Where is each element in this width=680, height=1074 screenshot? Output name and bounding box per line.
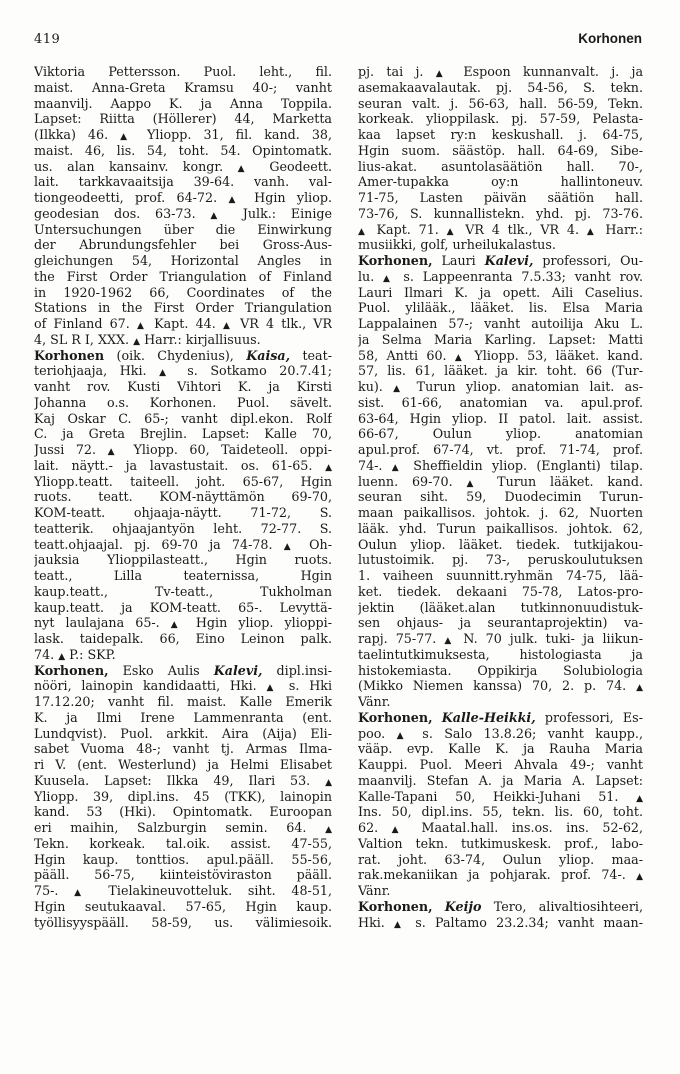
text-line [34,537,332,553]
text-run: 75-. [34,883,75,898]
right-column [358,64,643,930]
text-run: 63-64, Hgin yliop. II patol. lait. assist. [358,410,643,426]
bullet-triangle-icon: ▲ [210,210,229,221]
text-run: Johanna o.s. Korhonen. Puol. sävelt. [34,394,332,410]
text-run: Kapt. 71. [368,221,447,237]
text-line [34,820,332,836]
text-run: kand. 53 (Hki). Opintomatk. Euroopan [34,804,332,820]
text-run: musiikki, golf, urheilukalastus. [358,237,556,253]
text-run: ku). [358,379,394,394]
text-run: Hgin kaup. tonttios. apul.pääll. 55-56, [34,851,332,867]
text-line [358,584,643,600]
text-line [358,663,643,679]
text-run: kaup.teatt., Tv-teatt., Tukholman [34,583,332,599]
text-line [34,489,332,505]
text-line [358,789,643,805]
text-run: taelintutkimuksesta, histologiasta ja [358,646,643,662]
text-run: teatt.ohjaajal. pj. 69-70 ja 74-78. [34,536,284,552]
text-run: Hgin yliop. ylioppi- [184,615,332,631]
text-line [358,741,643,757]
text-run: in 1920-1962 66, Coordinates of the [34,284,332,300]
text-line [34,552,332,568]
text-run: Maatal.hall. ins.os. ins. 52-62, [408,820,643,835]
text-line [358,442,643,458]
text-line [358,552,643,568]
text-line [358,411,643,427]
text-run: teatterik. ohjaajantyön leht. 72-77. S. [34,520,332,536]
entry-given-name: Kalle-Heikki, [441,709,536,725]
text-run: (Mikko Niemen kanssa) 70, 2. p. 74. [358,678,637,694]
text-run: Lundqvist). Puol. arkkit. Aira (Aija) Eli- [34,725,332,741]
text-run: 66-67, Oulun yliop. anatomian [358,426,643,442]
text-run: gleichungen 54, Horizontal Angles in [34,253,332,268]
text-line [358,600,643,616]
left-column [34,64,332,930]
text-run: maist. Anna-Greta Kramsu 40-; vanht [34,79,332,95]
text-run: geodesian dos. 63-73. [34,205,211,221]
text-line [34,505,332,521]
text-run: jauksia Ylioppilasteatt., Hgin ruots. [34,552,332,568]
text-run: teat- [290,347,332,363]
text-line [34,332,332,348]
text-line [358,694,643,710]
text-run: Valtion tekn. tutkimuskesk. prof., labo- [358,835,643,851]
text-run: Julk.: Einige [228,205,332,221]
text-run: rapj. 75-77. [358,631,445,646]
text-line [358,678,643,694]
bullet-triangle-icon: ▲ [228,195,243,205]
text-run: sabet Vuoma 48-; vanht tj. Armas Ilma- [34,741,332,757]
text-run: teriohjaaja, Hki. [34,363,160,379]
text-line [34,584,332,600]
text-run: Hki. [358,914,395,930]
bullet-triangle-icon: ▲ [266,683,280,694]
text-run: ja Selma Maria Karling. Lapset: Matti [358,331,643,347]
text-run: 1. vaiheen suunnitt.ryhmän 74-75, lää- [358,568,643,583]
text-line [34,521,332,537]
text-run: vanht rov. Kusti Vihtori K. ja Kirsti [34,379,332,394]
text-line [34,285,332,301]
bullet-triangle-icon: ▲ [636,683,643,694]
text-run: Hgin yliop. [242,190,332,205]
text-run: Harr.: kirjallisuus. [140,331,261,347]
entry-given-name: Kaisa, [246,347,291,363]
bullet-triangle-icon: ▲ [394,919,407,930]
text-run: apul.prof. 67-74, vt. prof. 71-74, prof. [358,442,643,457]
bullet-triangle-icon: ▲ [393,384,407,394]
text-line [358,237,643,253]
text-line [34,615,332,631]
text-line [34,300,332,316]
text-line [34,379,332,395]
text-line [358,426,643,442]
text-run: maanvilj. Stefan A. ja Maria A. Lapset: [358,772,643,788]
text-run: sist. 61-66, anatomian va. apul.prof. [358,394,643,410]
text-line [358,348,643,364]
text-run: s. Salo 13.8.26; vanht kaupp., [410,725,643,741]
text-line [34,426,332,442]
text-run: lutustoimik. pj. 73-, peruskoulutuksen [358,552,643,568]
entry-surname: Korhonen, [34,662,109,678]
text-line [34,190,332,206]
bullet-triangle-icon: ▲ [159,368,175,379]
text-line [34,96,332,112]
bullet-triangle-icon: ▲ [586,226,598,237]
bullet-triangle-icon: ▲ [107,447,122,457]
text-run: 4, SL R I, XXX. [34,331,134,347]
text-line [34,458,332,474]
text-line [34,395,332,411]
text-line [34,852,332,868]
text-line [34,678,332,694]
text-line [358,804,643,820]
text-run: 74-. [358,457,392,473]
text-line [34,915,332,931]
text-run: Kauppi. Puol. Meeri Ahvala 49-; vanht [358,757,643,772]
text-run: Yliopp. 31, fil. kand. 38, [135,127,332,142]
text-line [358,883,643,899]
text-run: Kaj Oskar C. 65-; vanht dipl.ekon. Rolf [34,410,332,426]
text-run: Tielakineuvotteluk. siht. 48-51, [92,883,332,898]
text-run: (Ilkka) 46. [34,127,121,142]
text-run: Sheffieldin yliop. (Englanti) tilap. [403,457,643,473]
text-run: tiongeodeetti, prof. 64-72. [34,190,229,205]
bullet-triangle-icon: ▲ [446,226,458,237]
text-line [358,143,643,159]
text-run: maan paikallisos. johtok. j. 62, Nuorten [358,505,643,520]
text-run: Hgin suom. säästöp. hall. 64-69, Sibe- [358,142,643,158]
text-line [358,615,643,631]
text-run: 74. [34,646,59,662]
bullet-triangle-icon: ▲ [136,321,147,331]
text-line [358,852,643,868]
text-line [358,489,643,505]
entry-surname: Korhonen, [358,709,433,725]
text-run: Kapt. 44. [146,316,223,331]
entry-surname: Korhonen [34,347,105,363]
text-run: Espoon kunnanvalt. j. ja [451,64,643,79]
text-line [358,332,643,348]
text-run: histokemiasta. Oppikirja Solubiologia [358,662,643,678]
text-line [34,600,332,616]
text-run: 58, Antti 60. [358,347,455,363]
text-run: Ins. 50, dipl.ins. 55, tekn. lis. 60, toht. [358,804,643,820]
text-run: Vänr. [358,694,391,709]
bullet-triangle-icon: ▲ [133,336,141,347]
text-line [358,300,643,316]
text-line [358,537,643,553]
entry-surname: Korhonen, [358,898,433,914]
text-run: C. ja Greta Brejlin. Lapset: Kalle 70, [34,426,332,442]
text-run: lait. näytt.- ja lavastustait. os. 61-65. [34,457,326,473]
text-run: KOM-teatt. ohjaaja-näytt. 71-72, S. [34,505,332,520]
text-line [34,663,332,679]
text-line [358,820,643,836]
text-run: Lauri Ilmari K. ja opett. Aili Caselius. [358,284,643,300]
text-run [433,899,445,914]
text-run: pj. tai j. [358,64,436,79]
bullet-triangle-icon: ▲ [391,462,404,473]
text-line [358,96,643,112]
text-run: rat. joht. 63-74, Oulun yliop. maa- [358,851,643,867]
text-run: asemakaavalautak. pj. 54-56, S. tekn. [358,79,643,95]
text-run: P.: SKP. [65,646,116,662]
bullet-triangle-icon: ▲ [435,69,452,79]
text-line [34,442,332,458]
entry-given-name: Kalevi, [484,253,534,268]
text-run: seuran valt. j. 56-63, hall. 56-59, Tekn. [358,95,643,111]
bullet-triangle-icon: ▲ [358,226,369,237]
text-line [358,159,643,175]
text-line [358,710,643,726]
text-line [34,269,332,285]
text-line [34,867,332,883]
text-run: rak.mekaniikan ja pohjarak. prof. 74-. [358,867,637,883]
bullet-triangle-icon: ▲ [222,321,233,331]
entry-given-name: Kalevi, [213,662,263,678]
text-line [358,521,643,537]
text-run: 17.12.20; vanht fil. maist. Kalle Emerik [34,694,332,709]
text-run: Tero, alivaltiosihteeri, [481,898,643,914]
text-line [34,159,332,175]
text-run: työllisyyspääll. 58-59, us. välimiesoik. [34,914,332,930]
text-run: Oulun yliop. lääket. tiedek. tutkijakou- [358,536,643,552]
text-run: N. 70 julk. tuki- ja liikun- [455,631,643,646]
bullet-triangle-icon: ▲ [120,132,136,142]
bullet-triangle-icon: ▲ [444,636,456,646]
text-run: Lapset: Riitta (Höllerer) 44, Marketta [34,111,332,127]
text-line [34,111,332,127]
text-line [358,836,643,852]
text-run: VR 4 tlk., VR [232,316,332,331]
text-run: Hgin seutukaaval. 57-65, Hgin kaup. [34,898,332,914]
text-line [34,363,332,379]
text-line [358,568,643,584]
bullet-triangle-icon: ▲ [454,352,467,363]
text-line [34,411,332,427]
text-line [34,253,332,269]
text-line [358,206,643,222]
text-line [34,773,332,789]
text-run: s. Lappeenranta 7.5.33; vanht rov. [394,268,643,284]
text-run: nyt laulajana 65-. [34,615,171,631]
text-line [358,915,643,931]
text-run: lääk. yhd. Turun paikallisos. johtok. 62, [358,520,643,536]
bullet-triangle-icon: ▲ [74,888,93,898]
text-run: kaup.teatt. ja KOM-teatt. 65-. Levyttä- [34,599,332,615]
text-run: korkeak. ylioppilask. pj. 57-59, Pelasta- [358,111,643,127]
text-run: 71-75, Lasten päivän säätiön hall. [358,190,643,205]
text-line [358,111,643,127]
text-run: ri V. (ent. Westerlund) ja Helmi Elisabet [34,757,332,772]
text-line [358,726,643,742]
text-line [34,127,332,143]
text-line [34,710,332,726]
text-run: VR 4 tlk., VR 4. [457,221,587,237]
text-line [358,505,643,521]
text-run: pääll. 56-75, kiinteistöviraston pääll. [34,867,332,883]
text-run: 62. [358,820,392,835]
text-run: Untersuchungen über die Einwirkung [34,221,332,237]
bullet-triangle-icon: ▲ [237,163,255,174]
text-line [34,741,332,757]
text-run: Esko Aulis [108,662,214,678]
text-line [358,127,643,143]
bullet-triangle-icon: ▲ [325,777,332,788]
text-line [358,631,643,647]
text-run: lu. [358,268,384,284]
text-run: professori, Es- [535,709,643,725]
text-line [34,222,332,238]
bullet-triangle-icon: ▲ [466,478,484,489]
text-line [358,80,643,96]
bullet-triangle-icon: ▲ [58,651,66,662]
text-line [358,647,643,663]
text-line [358,190,643,206]
text-line [34,694,332,710]
text-run: 57, lis. 61, lääket. ja kir. toht. 66 (Tur- [358,363,643,379]
text-run: Yliopp. 60, Taideteoll. oppi- [121,442,332,457]
text-line [34,631,332,647]
text-line [34,883,332,899]
text-run: Tekn. korkeak. tal.oik. assist. 47-55, [34,835,332,851]
text-run: Harr.: [597,221,643,237]
text-line [34,316,332,332]
text-run: Lauri [432,253,485,268]
text-run: vääp. evp. Kalle K. ja Rauha Maria [358,741,643,757]
text-run: s. Sotkamo 20.7.41; [174,363,332,379]
text-run: 73-76, S. kunnallistekn. yhd. pj. 73-76. [358,205,643,221]
text-line [358,474,643,490]
text-line [358,899,643,915]
text-line [358,363,643,379]
text-run: eri maihin, Salzburgin semin. 64. [34,820,326,835]
text-line [34,206,332,222]
text-run: luenn. 69-70. [358,473,467,489]
text-run: lait. tarkkavaaitsija 39-64. vanh. val- [34,174,332,190]
text-run: seuran siht. 59, Duodecimin Turun- [358,489,643,505]
bullet-triangle-icon: ▲ [283,541,298,552]
bullet-triangle-icon: ▲ [636,872,643,883]
text-run: s. Paltamo 23.2.34; vanht maan- [406,914,643,930]
text-line [358,379,643,395]
text-line [34,348,332,364]
text-run: the First Order Triangulation of Finland [34,268,332,284]
bullet-triangle-icon: ▲ [383,273,395,284]
text-run: Yliopp.teatt. taiteell. joht. 65-67, Hgin [34,473,332,489]
text-run: lask. taidepalk. 66, Eino Leinon palk. [34,631,332,646]
text-run [433,710,442,725]
bullet-triangle-icon: ▲ [391,825,409,835]
bullet-triangle-icon: ▲ [396,730,411,741]
text-line [34,474,332,490]
text-run: Puol. ylilääk., lääket. lis. Elsa Maria [358,300,643,316]
text-run: poo. [358,725,397,741]
text-run: K. ja Ilmi Irene Lammenranta (ent. [34,709,332,725]
bullet-triangle-icon: ▲ [325,462,332,473]
text-run: of Finland 67. [34,316,137,331]
text-run: (oik. Chydenius), [104,347,247,363]
text-line [358,395,643,411]
text-run: lius-akat. asuntolasäätiön hall. 70-, [358,158,643,174]
text-line [34,64,332,80]
text-run: Yliopp. 53, lääket. kand. [466,347,643,363]
text-run: Amer-tupakka oy:n hallintoneuv. [358,174,643,190]
text-line [34,726,332,742]
text-run: Yliopp. 39, dipl.ins. 45 (TKK), lainopin [34,788,332,804]
text-line [34,836,332,852]
text-run: Turun yliop. anatomian lait. as- [406,379,643,394]
text-run: Lappalainen 57-; vanht autoilija Aku L. [358,316,643,331]
text-line [34,757,332,773]
text-line [34,237,332,253]
running-head: Korhonen [578,31,642,46]
text-run: Oh- [297,536,332,552]
text-line [358,269,643,285]
text-run: s. Hki [279,678,332,694]
text-run: us. alan kansainv. kongr. [34,158,238,174]
entry-surname: Korhonen, [358,253,433,268]
text-run: maist. 46, lis. 54, toht. 54. Opintomatk. [34,142,332,158]
text-run: Turun lääket. kand. [483,473,643,489]
text-run: der Abrundungsfehler bei Gross-Aus- [34,237,332,253]
text-run: Viktoria Pettersson. Puol. leht., fil. [34,64,332,79]
text-line [34,568,332,584]
text-run: teatt., Lilla teaternissa, Hgin [34,568,332,583]
text-run: Jussi 72. [34,442,108,457]
text-line [34,647,332,663]
text-run: jektin (lääket.alan tutkinnonuudistuk- [358,599,643,615]
text-line [34,143,332,159]
text-line [358,458,643,474]
text-line [358,64,643,80]
text-line [358,757,643,773]
text-line [358,174,643,190]
text-line [34,804,332,820]
bullet-triangle-icon: ▲ [170,620,185,631]
text-line [358,285,643,301]
text-run: Kuusela. Lapset: Ilkka 49, Ilari 53. [34,772,326,788]
bullet-triangle-icon: ▲ [325,825,332,835]
text-line [358,773,643,789]
text-run: Stations in the First Order Triangulation [34,300,332,316]
text-run: Vänr. [358,883,391,898]
text-run: maanvilj. Aappo K. ja Anna Toppila. [34,95,332,111]
text-run: sen ohjaus- ja seurantaprojektin) va- [358,615,643,631]
page-number: 419 [34,32,61,47]
text-line [34,80,332,96]
text-line [358,253,643,269]
text-line [34,174,332,190]
text-line [34,899,332,915]
text-run: kaa lapset ry:n keskushall. j. 64-75, [358,127,643,142]
bullet-triangle-icon: ▲ [636,793,643,804]
text-run: Kalle-Tapani 50, Heikki-Juhani 51. [358,788,637,804]
text-run: ket. tiedek. dekaani 75-78, Latos-pro- [358,583,643,599]
text-line [358,222,643,238]
text-line [358,867,643,883]
text-run: professori, Ou- [533,253,643,268]
text-run: Geodeett. [254,158,332,174]
text-run: nööri, lainopin kandidaatti, Hki. [34,678,267,694]
text-line [34,789,332,805]
text-run: ruots. teatt. KOM-näyttämön 69-70, [34,489,332,505]
entry-given-name: Keijo [444,898,482,914]
text-run: dipl.insi- [262,662,332,678]
text-line [358,316,643,332]
